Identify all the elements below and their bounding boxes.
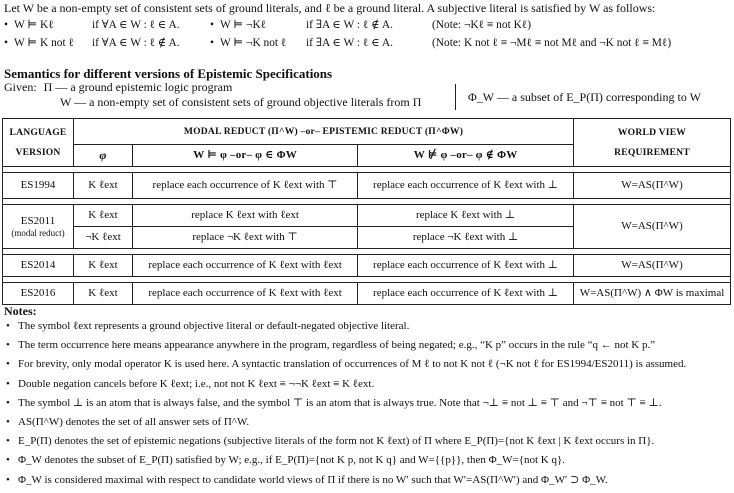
- unsat-cell: replace each occurrence of K ℓext with ⊥: [358, 173, 574, 199]
- unsat-cell: replace each occurrence of K ℓext with ⊥: [358, 255, 574, 277]
- note-item: • Φ_W is considered maximal with respect to candidate world views of Π if there is no W′ such that W′=AS(Π^W′) and Φ_W′ ⊃ Φ_W.: [4, 474, 732, 493]
- requirement-cell: W=AS(Π^W): [574, 173, 731, 199]
- note-item: • E_P(Π) denotes the set of epistemic negations (subjective literals of the form not K ℓext) of Π where E_P(Π)={not K ℓext | K ℓext occurs in Π}.: [4, 435, 732, 454]
- notes-heading: Notes:: [4, 304, 37, 318]
- given-pi: Π — a ground epistemic logic program: [43, 80, 233, 94]
- section-title: Semantics for different versions of Epistemic Specifications: [4, 66, 333, 81]
- definition-cond: if ∃A ∈ W : ℓ ∈ A.: [306, 37, 393, 49]
- definition-lhs: W ⊨ ¬Kℓ: [220, 19, 267, 31]
- given-label: [4, 81, 232, 95]
- version-subtext: (modal reduct): [11, 227, 65, 238]
- header-text: WORLD VIEW: [617, 127, 687, 139]
- phi-cell: K ℓext: [74, 173, 133, 199]
- note-item: • AS(Π^W) denotes the set of all answer sets of Π^W.: [4, 416, 732, 435]
- note-item: • Φ_W denotes the subset of E_P(Π) satisfied by W; e.g., if E_P(Π)={not K p, not K q} and W={{p}}, then Φ_W={not K q}.: [4, 454, 732, 473]
- definition-cond: if ∀A ∈ W : ℓ ∉ A.: [92, 37, 180, 49]
- semantics-table: [2, 118, 731, 305]
- definition-note: (Note: ¬Kℓ ≡ not Kℓ): [432, 19, 532, 31]
- header-text: LANGUAGE: [9, 127, 67, 139]
- requirement-cell: W=AS(Π^W): [574, 205, 731, 249]
- phi-cell: K ℓext: [74, 205, 133, 227]
- sat-cell: replace each occurrence of K ℓext with ℓext: [133, 255, 358, 277]
- intro-text: Let W be a non-empty set of consistent sets of ground literals, and ℓ be a ground literal. A subjective literal is satisfied by W as follows:: [4, 1, 656, 15]
- definition-lhs: W ⊨ Kℓ: [14, 19, 54, 31]
- version-cell: ES2016: [3, 283, 74, 305]
- definition-note: (Note: K not ℓ ≡ ¬Mℓ ≡ not Mℓ and ¬K not ℓ ≡ Mℓ): [432, 37, 672, 49]
- given-w: W — a non-empty set of consistent sets of ground objective literals from Π: [60, 95, 422, 109]
- notes-list: [4, 320, 732, 493]
- header-unsatisfied: W ⊭ φ –or– φ ∉ ΦW: [358, 145, 574, 167]
- sat-cell: replace K ℓext with ℓext: [133, 205, 358, 227]
- header-text: VERSION: [15, 146, 61, 158]
- definition-lhs: W ⊨ ¬K not ℓ: [220, 37, 287, 49]
- definition-k: • W ⊨ Kℓ: [4, 19, 54, 31]
- header-text: REQUIREMENT: [614, 146, 690, 158]
- phi-cell: K ℓext: [74, 255, 133, 277]
- table-row: [3, 205, 731, 227]
- sat-cell: replace ¬K ℓext with ⊤: [133, 227, 358, 249]
- unsat-cell: replace ¬K ℓext with ⊥: [358, 227, 574, 249]
- note-item: • Double negation cancels before K ℓext; i.e., not not K ℓext ≡ ¬¬K ℓext ≡ K ℓext.: [4, 378, 732, 397]
- table-row: [3, 283, 731, 305]
- definition-cond: if ∀A ∈ W : ℓ ∈ A.: [92, 19, 180, 31]
- requirement-cell: W=AS(Π^W): [574, 255, 731, 277]
- definition-lhs: W ⊨ K not ℓ: [14, 37, 74, 49]
- sat-cell: replace each occurrence of K ℓext with ℓext: [133, 283, 358, 305]
- definition-neg-k: • W ⊨ ¬Kℓ: [210, 19, 267, 31]
- phi-cell: ¬K ℓext: [74, 227, 133, 249]
- note-item: • The term occurrence here means appearance anywhere in the program, regardless of being negated; e.g., “K p” occurs in the rule “q ← not K p.”: [4, 339, 732, 358]
- table-row: [3, 255, 731, 277]
- requirement-cell: W=AS(Π^W) ∧ ΦW is maximal: [574, 283, 731, 305]
- version-cell: ES1994: [3, 173, 74, 199]
- header-world-view: [574, 119, 731, 167]
- header-language-version: [3, 119, 74, 167]
- header-satisfied: W ⊨ φ –or– φ ∈ ΦW: [133, 145, 358, 167]
- definition-neg-k-not: • W ⊨ ¬K not ℓ: [210, 37, 287, 49]
- given-phi: Φ_W — a subset of E_P(Π) corresponding to W: [455, 84, 701, 110]
- header-modal-reduct: MODAL REDUCT (Π^W) –or– EPISTEMIC REDUCT (Π^ΦW): [74, 119, 574, 145]
- version-cell: [3, 205, 74, 249]
- version-text: ES2011: [20, 215, 56, 227]
- version-cell: ES2014: [3, 255, 74, 277]
- note-item: • For brevity, only modal operator K is used here. A syntactic translation of occurrences of M ℓ to not K not ℓ (¬K not ℓ for ES1994/ES2011) is assumed.: [4, 358, 732, 377]
- note-item: • The symbol ⊥ is an atom that is always false, and the symbol ⊤ is an atom that is always true. Note that ¬⊥ ≡ not ⊥ ≡ ⊤ and ¬⊤ ≡ not ⊤ ≡ ⊥.: [4, 397, 732, 416]
- unsat-cell: replace each occurrence of K ℓext with ⊥: [358, 283, 574, 305]
- definition-cond: if ∃A ∈ W : ℓ ∉ A.: [306, 19, 393, 31]
- unsat-cell: replace K ℓext with ⊥: [358, 205, 574, 227]
- given-label-text: Given:: [4, 80, 37, 94]
- table-row: [3, 173, 731, 199]
- sat-cell: replace each occurrence of K ℓext with ⊤: [133, 173, 358, 199]
- phi-cell: K ℓext: [74, 283, 133, 305]
- note-item: • The symbol ℓext represents a ground objective literal or default-negated objective literal.: [4, 320, 732, 339]
- definition-k-not: • W ⊨ K not ℓ: [4, 37, 74, 49]
- header-phi: φ: [74, 145, 133, 167]
